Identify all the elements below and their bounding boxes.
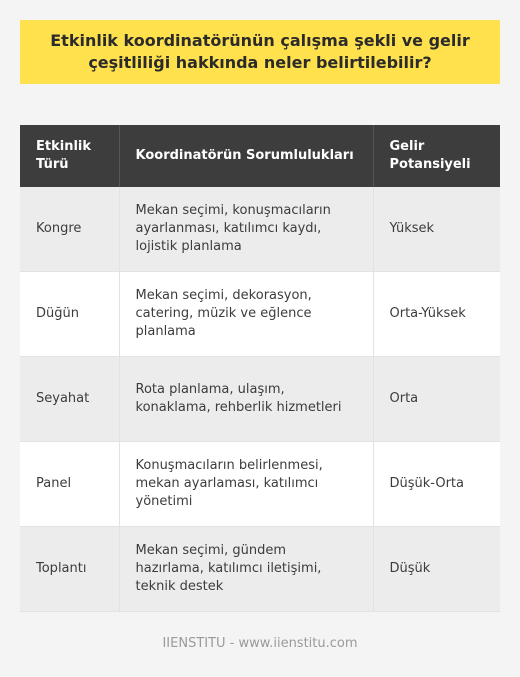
table-row xyxy=(20,442,500,527)
column-header: Gelir Potansiyeli xyxy=(373,125,500,187)
table-header-row xyxy=(20,125,500,187)
table-cell: Seyahat xyxy=(20,357,119,442)
table-cell: Panel xyxy=(20,442,119,527)
table-cell: Mekan seçimi, konuşmacıların ayarlanması, katılımcı kaydı, lojistik planlama xyxy=(119,187,373,272)
table-row xyxy=(20,187,500,272)
table-cell: Düşük-Orta xyxy=(373,442,500,527)
table-cell: Düşük xyxy=(373,527,500,612)
table-cell: Kongre xyxy=(20,187,119,272)
table-row xyxy=(20,527,500,612)
title-banner xyxy=(20,20,500,84)
table-cell: Mekan seçimi, gündem hazırlama, katılımcı iletişimi, teknik destek xyxy=(119,527,373,612)
table-cell: Rota planlama, ulaşım, konaklama, rehberlik hizmetleri xyxy=(119,357,373,442)
page-title: Etkinlik koordinatörünün çalışma şekli ve gelir çeşitliliği hakkında neler belirtilebilir? xyxy=(50,31,470,72)
table-cell: Orta-Yüksek xyxy=(373,272,500,357)
table-row xyxy=(20,272,500,357)
table-cell: Düğün xyxy=(20,272,119,357)
column-header: Koordinatörün Sorumlulukları xyxy=(119,125,373,187)
table-cell: Mekan seçimi, dekorasyon, catering, müzik ve eğlence planlama xyxy=(119,272,373,357)
table-cell: Toplantı xyxy=(20,527,119,612)
table-cell: Yüksek xyxy=(373,187,500,272)
table-row xyxy=(20,357,500,442)
footer-credit: IIENSTITU - www.iienstitu.com xyxy=(162,636,358,651)
data-table xyxy=(20,125,500,612)
table-cell: Konuşmacıların belirlenmesi, mekan ayarlaması, katılımcı yönetimi xyxy=(119,442,373,527)
table-cell: Orta xyxy=(373,357,500,442)
column-header: Etkinlik Türü xyxy=(20,125,119,187)
